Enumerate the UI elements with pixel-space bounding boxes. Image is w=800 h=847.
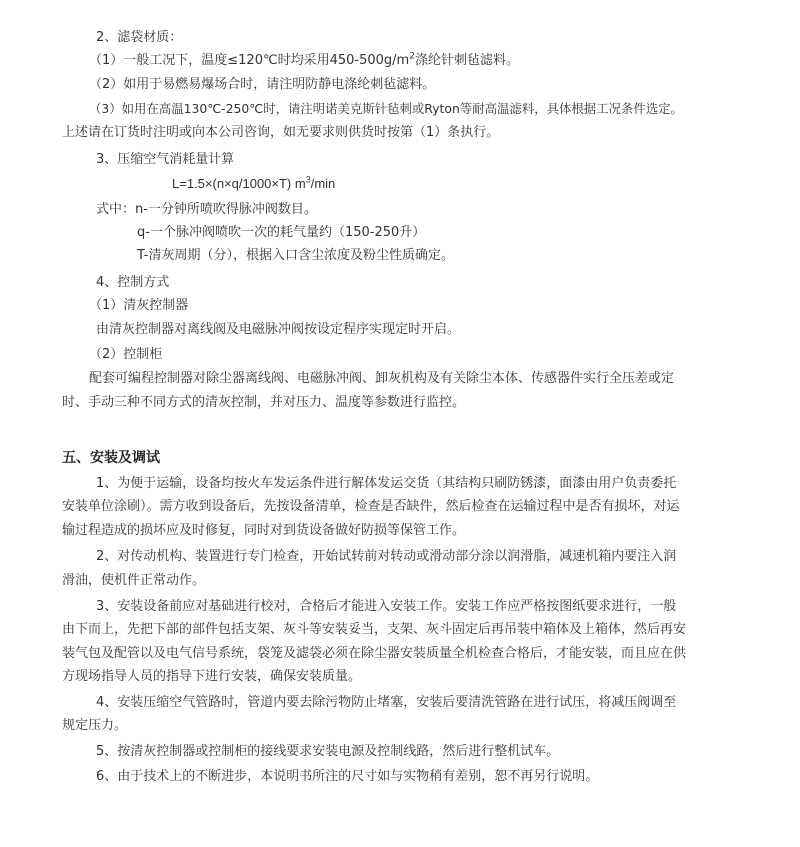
air-formula-main: L=1.5×(n×q/1000×T) m [172,176,306,191]
install-p3-line-3: 装气包及配管以及电气信号系统，袋笼及滤袋必须在除尘器安装质量全机检查合格后，才能安装，而且应在供 [62,646,687,661]
materials-item-1-tail: 涤纶针刺毡滤料。 [414,53,519,68]
install-p4-line-1: 4、安装压缩空气管路时，管道内要去除污物防止堵塞，安装后要清洗管路在进行试压，将减压阀调至 [96,695,677,710]
air-formula-unit: /min [310,176,336,191]
control-sub-2-line-2: 时、手动三种不同方式的清灰控制，并对压力、温度等参数进行监控。 [62,395,466,410]
air-def-q: q-一个脉冲阀喷吹一次的耗气量约（150-250升） [137,225,426,240]
install-p2-line-1: 2、对传动机构、装置进行专门检查，开始试转前对转动或滑动部分涂以润滑脂，减速机箱内要注入润 [96,549,677,564]
control-sub-1: （1）清灰控制器 [89,298,189,313]
materials-item-1-text: （1）一般工况下，温度≤120℃时均采用450-500g/m [89,53,410,68]
install-p3-line-1: 3、安装设备前应对基础进行校对，合格后才能进入安装工作。安装工作应严格按图纸要求进行，一般 [96,599,677,614]
install-heading: 五、安装及调试 [62,450,160,466]
air-def-n: 式中：n-一分钟所喷吹得脉冲阀数目。 [96,202,317,217]
air-heading: 3、压缩空气消耗量计算 [96,152,235,167]
install-p2-line-2: 滑油，使机件正常动作。 [62,573,206,588]
control-heading: 4、控制方式 [96,275,170,290]
control-sub-2: （2）控制柜 [89,347,163,362]
materials-item-1-sup: 2 [409,51,415,62]
install-p1-line-3: 输过程造成的损坏应及时修复，同时对到货设备做好防损等保管工作。 [62,523,466,538]
install-p3-line-2: 由下而上，先把下部的部件包括支架、灰斗等安装妥当，支架、灰斗固定后再吊装中箱体及上箱体，然后再安 [62,622,687,637]
install-p1-line-1: 1、为便于运输，设备均按火车发运条件进行解体发运交货（其结构只刷防锈漆，面漆由用户负责委托 [96,476,677,491]
control-sub-1-text: 由清灰控制器对离线阀及电磁脉冲阀按设定程序实现定时开启。 [96,322,461,337]
install-p1-line-2: 安装单位涂刷）。需方收到设备后，先按设备清单，检查是否缺件，然后检查在运输过程中是否有损坏，对运 [62,499,680,514]
air-formula [172,173,335,195]
materials-item-3: （3）如用在高温130℃-250℃时，请注明诺美克斯针毡刺或Ryton等耐高温滤料，具体根据工况条件选定。 [89,101,683,116]
materials-note: 上述请在订货时注明或向本公司咨询，如无要求则供货时按第（1）条执行。 [62,125,500,140]
install-p4-line-2: 规定压力。 [62,718,128,733]
materials-item-1 [89,50,519,72]
air-def-t: T-清灰周期（分），根据入口含尘浓度及粉尘性质确定。 [137,248,454,263]
install-p3-line-4: 方现场指导人员的指导下进行安装，确保安装质量。 [62,669,362,684]
materials-item-2: （2）如用于易燃易爆场合时，请注明防静电涤纶刺毡滤料。 [89,77,436,92]
install-p5: 5、按清灰控制器或控制柜的接线要求安装电源及控制线路，然后进行整机试车。 [96,744,560,759]
materials-heading: 2、滤袋材质： [96,30,183,45]
air-formula-sup: 3 [305,174,311,185]
install-p6: 6、由于技术上的不断进步，本说明书所注的尺寸如与实物稍有差别，恕不再另行说明。 [96,769,599,784]
control-sub-2-line-1: 配套可编程控制器对除尘器离线阀、电磁脉冲阀、卸灰机构及有关除尘本体、传感器件实行全压差或定 [89,371,675,386]
